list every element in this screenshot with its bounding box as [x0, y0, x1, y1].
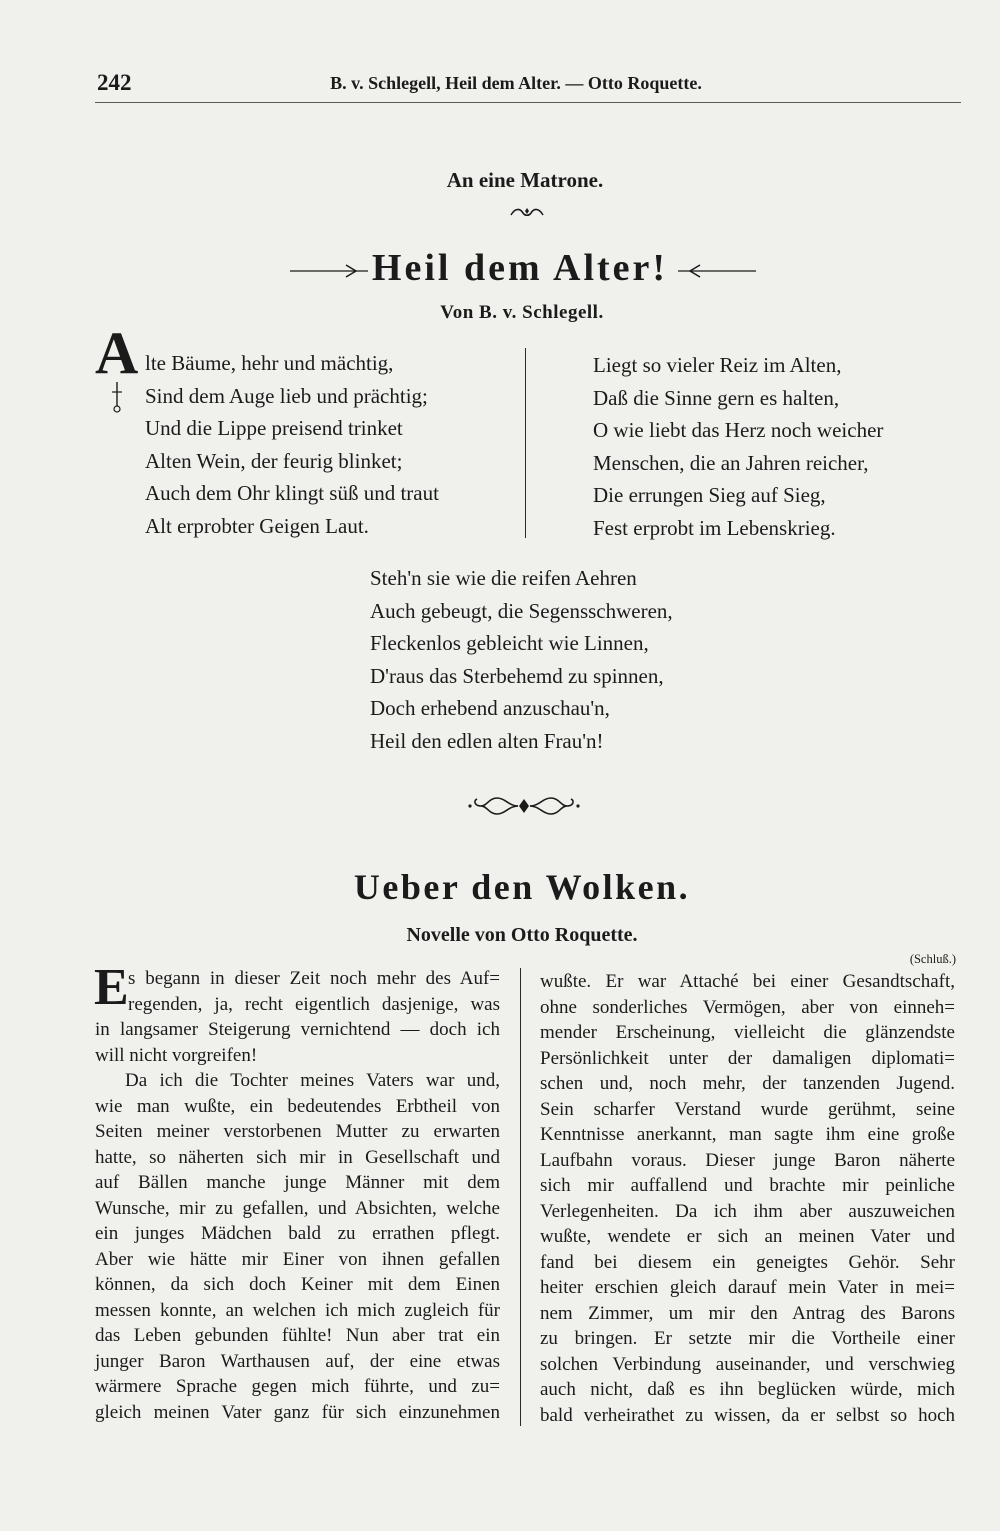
poem-line: Heil den edlen alten Frau'n!	[370, 728, 604, 753]
text-line: sich mir auffallend und brachte mir peinliche	[540, 1175, 955, 1196]
text-line: hatte, so näherten sich mir in Gesellschaft und	[95, 1146, 500, 1168]
poem-line: Fest erprobt im Lebenskrieg.	[593, 515, 836, 540]
poem-stanza-center	[370, 562, 770, 757]
pendant-ornament-icon	[107, 382, 127, 414]
text-line: Kenntnisse anerkannt, man sagte ihm eine große	[540, 1124, 955, 1145]
text-line: regenden, ja, recht eigentlich dasjenige, was	[128, 993, 500, 1015]
poem-stanza-right	[593, 349, 963, 544]
poem-line: Auch gebeugt, die Segensschweren,	[370, 598, 673, 623]
text-line: schen und, noch mehr, der tanzenden Jugend.	[540, 1073, 955, 1094]
text-line: mender Erscheinung, vielleicht die glänzendste	[540, 1022, 955, 1043]
novella-initial: E	[94, 959, 129, 1016]
text-line: fand bei diesem ein geneigtes Gehör. Sehr	[540, 1251, 955, 1273]
novella-title: Ueber den Wolken.	[353, 867, 691, 907]
poem-line: Alt erprobter Geigen Laut.	[145, 513, 369, 538]
poem-byline: Von B. v. Schlegell.	[440, 302, 604, 323]
page-number: 242	[97, 70, 132, 95]
text-line: wärmere Sprache gegen mich führte, und zu=	[95, 1376, 500, 1397]
poem-line: Alten Wein, der feurig blinket;	[145, 448, 403, 473]
divider-ornament-icon	[467, 791, 581, 821]
text-line: Sein scharfer Verstand wurde gerühmt, seine	[540, 1098, 955, 1120]
text-line: gleich meinen Vater ganz für sich einzunehmen	[95, 1401, 500, 1423]
arrow-left-icon	[676, 263, 756, 279]
novella-byline: Novelle von Otto Roquette.	[406, 924, 638, 946]
text-line: können, da sich doch Keiner mit dem Einen	[95, 1274, 500, 1295]
poem-column-divider	[525, 348, 526, 538]
text-line: zu bringen. Er setzte mir die Vortheile einer	[540, 1328, 955, 1349]
poem-line: Daß die Sinne gern es halten,	[593, 385, 840, 410]
poem-line: Steh'n sie wie die reifen Aehren	[370, 566, 637, 590]
poem-line: Liegt so vieler Reiz im Alten,	[593, 353, 842, 377]
prose-column-divider	[520, 968, 521, 1426]
poem-line: D'raus das Sterbehemd zu spinnen,	[370, 663, 664, 688]
text-line: ohne sonderliches Vermögen, aber von einneh=	[540, 996, 955, 1018]
text-line: Aber wie hätte mir Einer von ihnen gefallen	[95, 1248, 500, 1270]
poem-line: Auch dem Ohr klingt süß und traut	[145, 481, 439, 505]
poem-initial-letter: A	[95, 320, 139, 386]
poem-initial	[93, 322, 143, 414]
poem-dedication: An eine Matrone.	[446, 168, 604, 192]
text-line: Persönlichkeit unter der damaligen diplomati=	[540, 1047, 955, 1069]
flourish-icon	[509, 206, 545, 220]
novella-continuation-note: (Schluß.)	[909, 952, 956, 966]
poem-line: Und die Lippe preisend trinket	[145, 416, 403, 440]
text-line: Seiten meiner verstorbenen Mutter zu erwarten	[95, 1121, 500, 1142]
poem-line: O wie liebt das Herz noch weicher	[593, 418, 884, 442]
poem-line: Sind dem Auge lieb und prächtig;	[145, 383, 428, 408]
text-line: Laufbahn voraus. Dieser junge Baron näherte	[540, 1149, 955, 1171]
text-line: messen konnte, an welchen ich mich zugleich für	[95, 1299, 500, 1321]
text-line: in langsamer Steigerung vernichtend — doch ich	[95, 1019, 500, 1040]
text-line: Wunsche, mir zu gefallen, und Absichten, welche	[95, 1197, 500, 1219]
poem-line: Doch erhebend anzuschau'n,	[370, 696, 610, 720]
prose-column-left	[95, 966, 500, 1425]
poem-line: Menschen, die an Jahren reicher,	[593, 450, 869, 475]
prose-column-right	[540, 969, 955, 1428]
text-line: s begann in dieser Zeit noch mehr des Auf=	[128, 968, 500, 989]
poem-line: lte Bäume, hehr und mächtig,	[145, 351, 394, 375]
text-line: auch nicht, daß es ihn beglücken würde, mich	[540, 1379, 955, 1400]
running-title: B. v. Schlegell, Heil dem Alter. — Otto Roquette.	[330, 73, 702, 93]
poem-title: Heil dem Alter!	[371, 247, 669, 289]
text-line: will nicht vorgreifen!	[95, 1044, 258, 1066]
poem-line: Fleckenlos gebleicht wie Linnen,	[370, 631, 649, 655]
text-line: das Leben gebunden fühlte! Nun aber trat ein	[95, 1325, 500, 1346]
poem-stanza-left	[145, 347, 515, 542]
text-line: auf Bällen manche junge Männer mit dem	[95, 1172, 500, 1193]
text-line: nem Zimmer, um mir den Antrag des Barons	[540, 1302, 955, 1324]
text-line: junger Baron Warthausen auf, der eine etwas	[95, 1350, 500, 1372]
text-line: Verlegenheiten. Da ich ihm aber auszuweichen	[540, 1200, 955, 1222]
header-rule	[95, 102, 961, 103]
text-line: solchen Verbindung auseinander, und verschwieg	[540, 1353, 955, 1375]
text-line: Da ich die Tochter meines Vaters war und,	[125, 1070, 500, 1091]
text-line: wußte, wendete er sich an meinen Vater und	[540, 1226, 955, 1247]
text-line: ein junges Mädchen bald zu errathen pflegt.	[95, 1223, 500, 1244]
text-line: wie man wußte, ein bedeutendes Erbtheil von	[95, 1095, 500, 1117]
text-line: wußte. Er war Attaché bei einer Gesandtschaft,	[540, 971, 955, 992]
poem-line: Die errungen Sieg auf Sieg,	[593, 483, 826, 507]
text-line: heiter erschien gleich darauf mein Vater in mei=	[540, 1277, 955, 1298]
text-line: bald verheirathet zu wissen, da er selbst so hoch	[540, 1404, 955, 1426]
